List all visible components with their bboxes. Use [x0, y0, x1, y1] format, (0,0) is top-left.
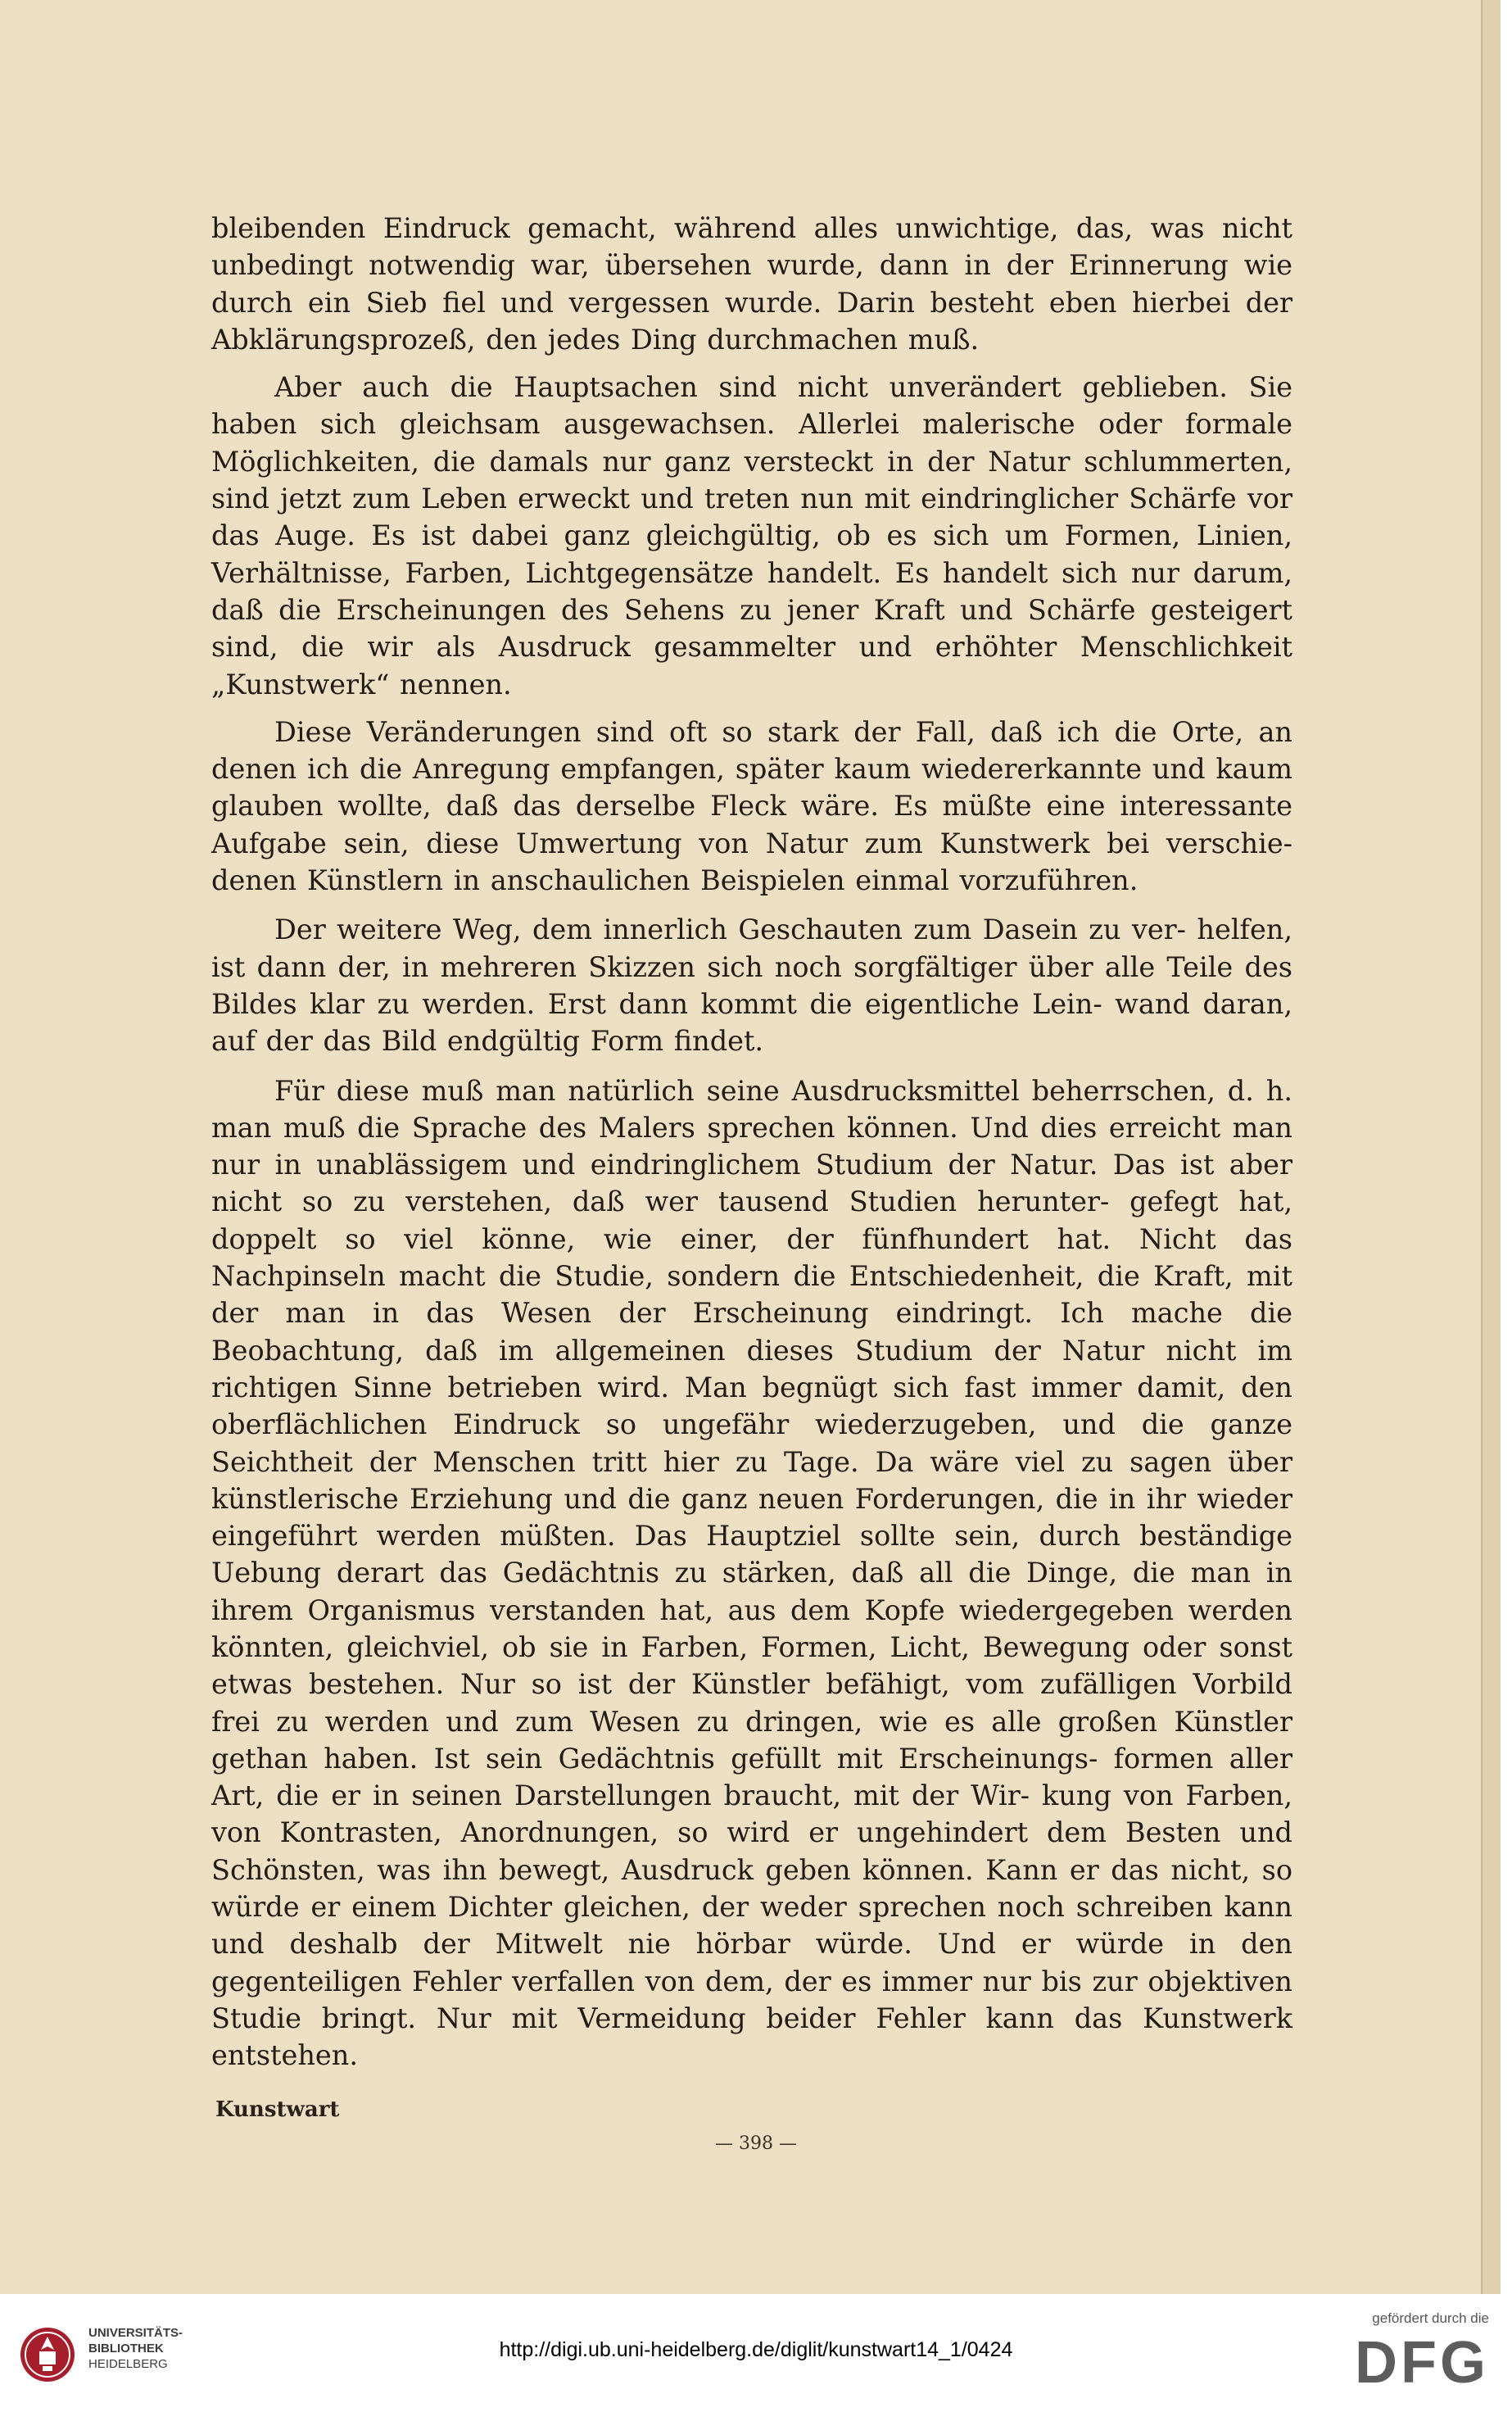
institution-line-2: BIBLIOTHEK [88, 2342, 164, 2355]
dfg-logo[interactable]: DFG [1355, 2330, 1489, 2396]
paragraph-4: Der weitere Weg, dem innerlich Geschauten zum Dasein zu ver- helfen, ist dann der, in mehreren Skizzen sich noch sorgfältiger über alle Teile des Bildes klar zu werden. Erst dann kommt die eigentliche Lein- wand daran, auf der das Bild endgültig Form findet. [211, 914, 1292, 1058]
body-text [211, 210, 1292, 2074]
permalink-url[interactable]: http://digi.ub.uni-heidelberg.de/diglit/kunstwart14_1/0424 [499, 2338, 1013, 2361]
page-number: — 398 — [715, 2133, 797, 2154]
paragraph-3: Diese Veränderungen sind oft so stark der Fall, daß ich die Orte, an denen ich die Anregung empfangen, später kaum wiedererkannte und kaum glauben wollte, daß das derselbe Fleck wäre. Es müßte eine interessante Aufgabe sein, diese Umwertung von Natur zum Kunstwerk bei verschie- denen Künstlern in anschaulichen Beispielen einmal vorzuführen. [211, 715, 1292, 897]
paragraph-1: bleibenden Eindruck gemacht, während alles unwichtige, das, was nicht unbedingt notwendig war, übersehen wurde, dann in der Erinnerung wie durch ein Sieb fiel und vergessen wurde. Darin besteht eben hierbei der Abklärungsprozeß, den jedes Ding durchmachen muß. [211, 212, 1292, 356]
page-edge [1481, 0, 1501, 2294]
institution-line-3: HEIDELBERG [88, 2357, 168, 2371]
paragraph-5: Für diese muß man natürlich seine Ausdrucksmittel beherrschen, d. h. man muß die Sprache des Malers sprechen können. Und dies erreicht man nur in unablässigem und eindringlichem Studium der Natur. Das ist aber nicht so zu verstehen, daß wer tausend Studien herunter- gefegt hat, doppelt so viel könne, wie einer, der fünfhundert hat. Nicht das Nachpinseln macht die Studie, sondern die Entschiedenheit, die Kraft, mit der man in das Wesen der Erscheinung eindringt. Ich mache die Beobachtung, daß im allgemeinen dieses Studium der Natur nicht im richtigen Sinne betrieben wird. Man begnügt sich fast immer damit, den oberflächlichen Eindruck so ungefähr wiederzugeben, und die ganze Seichtheit der Menschen tritt hier zu Tage. Da wäre viel zu sagen über künstlerische Erziehung und die ganz neuen Forderungen, die in ihr wieder eingeführt werden müßten. Das Hauptziel sollte sein, durch beständige Uebung derart das Gedächtnis zu stärken, daß all die Dinge, die man in ihrem Organismus verstanden hat, aus dem Kopfe wiedergegeben werden könnten, gleichviel, ob sie in Farben, Formen, Licht, Bewegung oder sonst etwas bestehen. Nur so ist der Künstler befähigt, vom zufälligen Vorbild frei zu werden und zum Wesen zu dringen, wie es alle großen Künstler gethan haben. Ist sein Gedächtnis gefüllt mit Erscheinungs- formen aller Art, die er in seinen Darstellungen braucht, mit der Wir- kung von Farben, von Kontrasten, Anordnungen, so wird er ungehindert dem Besten und Schönsten, was ihn bewegt, Ausdruck geben können. Kann er das nicht, so würde er einem Dichter gleichen, der weder sprechen noch schreiben kann und deshalb der Mitwelt nie hörbar würde. Und er würde in den gegenteiligen Fehler verfallen von dem, der es immer nur bis zur objektiven Studie bringt. Nur mit Vermeidung beider Fehler kann das Kunstwerk entstehen. [211, 1074, 1292, 2072]
funded-by-label: gefördert durch die [1372, 2310, 1489, 2326]
signature: Kunstwart [215, 2097, 340, 2122]
institution-line-1: UNIVERSITÄTS- [88, 2326, 183, 2340]
paragraph-2: Aber auch die Hauptsachen sind nicht unverändert geblieben. Sie haben sich gleichsam ausgewachsen. Allerlei malerische oder formale Möglichkeiten, die damals nur ganz versteckt in der Natur schlummerten, sind jetzt zum Leben erweckt und treten nun mit eindringlicher Schärfe vor das Auge. Es ist dabei ganz gleichgültig, ob es sich um Formen, Linien, Verhältnisse, Farben, Lichtgegensätze handelt. Es handelt sich nur darum, daß die Erscheinungen des Sehens zu jener Kraft und Schärfe gesteigert sind, die wir als Ausdruck gesammelter und erhöhter Menschlichkeit „Kunstwerk“ nennen. [211, 371, 1292, 700]
